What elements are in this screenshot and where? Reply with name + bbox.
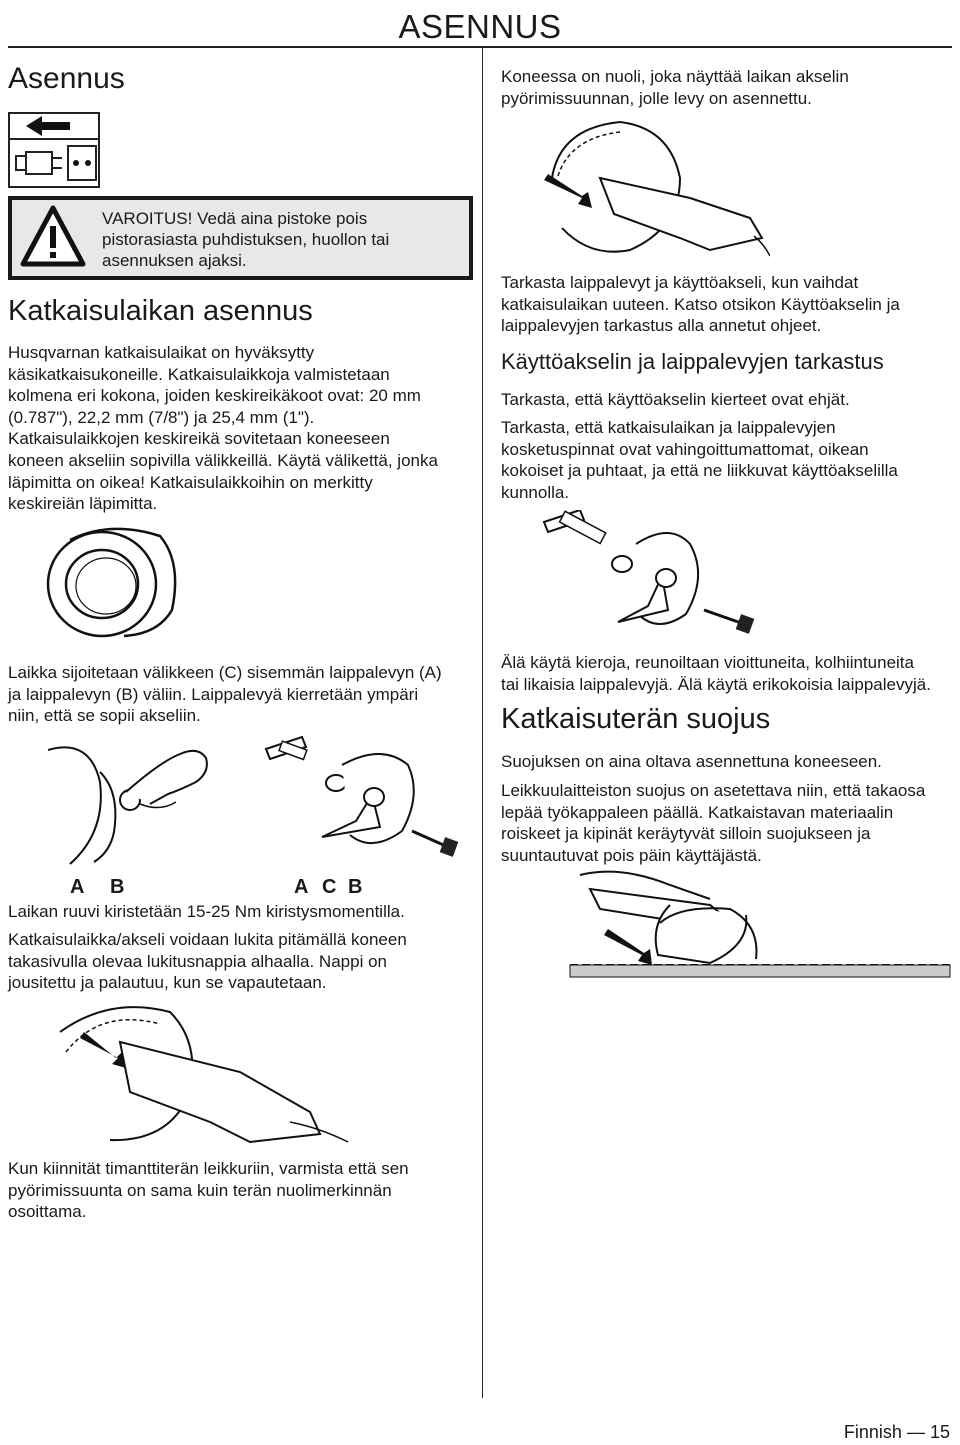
text-line: kunnolla. (501, 482, 570, 502)
warning-text (102, 208, 462, 271)
header-rule (8, 46, 952, 48)
text-line: roiskeet ja kipinät keräytyvät silloin suojukseen ja (501, 824, 871, 844)
hand-mounting-illustration (30, 742, 230, 872)
page-header-title: ASENNUS (398, 8, 562, 45)
label-a: A (294, 876, 309, 898)
text-line: tai likaisia laippalevyjä. Älä käytä erikokoisia laippalevyjä. (501, 674, 931, 694)
guard-heading: Katkaisuterän suojus (501, 703, 771, 735)
label-b: B (348, 876, 363, 898)
text-line: pyörimissuunnan, jolle levy on asennettu. (501, 88, 812, 108)
text-line: kolmena eri kokona, joiden keskireikäkoot ovat: 20 mm (8, 386, 421, 406)
lock-paragraph (8, 929, 478, 994)
text-line: käsikatkaisukoneille. Katkaisulaikkoja valmistetaan (8, 364, 390, 384)
bushing-illustration (40, 522, 182, 640)
text-line: lepää työkappaleen päällä. Katkaistavan materiaalin (501, 802, 894, 822)
text-line: koneen akseliin sopivilla välikkeillä. Käytä välikettä, jonka (8, 450, 438, 470)
placement-paragraph (8, 662, 478, 727)
text-line: keskireiän läpimitta. (8, 494, 158, 514)
shaft-paragraph-2 (501, 417, 951, 503)
text-line: Leikkuulaitteiston suojus on asetettava niin, että takaosa (501, 781, 926, 800)
text-line: Husqvarnan katkaisulaikat on hyväksytty (8, 343, 315, 362)
guard-paragraph-2 (501, 780, 956, 866)
saw-lock-illustration (30, 1002, 350, 1152)
text-line: Katkaisulaikka/akseli voidaan lukita pitämällä koneen (8, 930, 407, 949)
section-title: Asennus (8, 62, 125, 95)
guard-workpiece-illustration (560, 865, 960, 985)
warning-line: pistorasiasta puhdistuksen, huollon tai (102, 230, 390, 249)
text-line: suuntautuvat pois päin käyttäjästä. (501, 845, 762, 865)
text-line: ja laippalevyn (B) väliin. Laippalevyä kierretään ympäri (8, 684, 419, 704)
text-line: Koneessa on nuoli, joka näyttää laikan akselin (501, 67, 849, 86)
footer-dash: — (906, 1422, 925, 1442)
arrow-paragraph (501, 66, 951, 109)
text-line: laippalevyjen tarkastus alla annetut ohjeet. (501, 316, 822, 336)
text-line: kosketuspinnat ovat vahingoittumattomat, oikean (501, 439, 869, 459)
column-divider (482, 48, 483, 1398)
label-c: C (322, 876, 337, 898)
text-line: kokoiset ja puhtaat, ja että ne liikkuvat käyttöakselilla (501, 461, 898, 481)
text-line: niin, että se sopii akseliin. (8, 706, 201, 726)
text-line: Katkaisulaikkojen keskireikä sovitetaan koneeseen (8, 429, 390, 449)
diamond-paragraph (8, 1158, 478, 1223)
blade-mounting-heading: Katkaisulaikan asennus (8, 295, 313, 327)
warning-line: asennuksen ajaksi. (102, 251, 247, 270)
text-line: läpimitta on oikea! Katkaisulaikkoihin on merkitty (8, 472, 373, 492)
torque-paragraph: Laikan ruuvi kiristetään 15-25 Nm kiristysmomentilla. (8, 902, 405, 921)
footer-language: Finnish (843, 1422, 902, 1442)
shaft-paragraph-1: Tarkasta, että käyttöakselin kierteet ovat ehjät. (501, 390, 850, 409)
text-line: takasivulla olevaa lukitusnappia alhaalla. Nappi on (8, 951, 387, 971)
text-line: pyörimissuunta on sama kuin terän nuolimerkinnän (8, 1180, 392, 1200)
unplug-icon (8, 112, 100, 188)
text-line: Laikka sijoitetaan välikkeen (C) sisemmän laippalevyn (A) (8, 663, 442, 682)
page-number: 15 (929, 1422, 950, 1442)
bent-flanges-paragraph (501, 652, 956, 695)
warning-triangle-icon (20, 204, 86, 270)
text-line: jousitettu ja palautuu, kun se vapautetaan. (8, 973, 327, 993)
exploded-parts-illustration (262, 735, 462, 880)
label-b: B (110, 876, 125, 898)
text-line: Älä käytä kieroja, reunoiltaan vioittuneita, kolhiintuneita (501, 653, 914, 672)
warning-line: VAROITUS! Vedä aina pistoke pois (102, 209, 368, 228)
check-paragraph (501, 272, 951, 337)
warning-box (8, 196, 473, 280)
text-line: Kun kiinnität timanttiterän leikkuriin, varmista että sen (8, 1159, 409, 1178)
flange-parts-illustration (540, 510, 760, 645)
blade-paragraph (8, 342, 478, 515)
shaft-check-heading: Käyttöakselin ja laippalevyjen tarkastus (501, 349, 884, 374)
saw-rotation-arrow-illustration (530, 118, 770, 263)
text-line: Tarkasta laippalevyt ja käyttöakseli, kun vaihdat (501, 273, 859, 292)
text-line: osoittama. (8, 1202, 87, 1222)
text-line: Tarkasta, että katkaisulaikan ja laippalevyjen (501, 418, 836, 437)
text-line: (0.787"), 22,2 mm (7/8") ja 25,4 mm (1"). (8, 407, 315, 427)
page-footer (844, 1422, 950, 1443)
label-a: A (70, 876, 85, 898)
guard-paragraph-1: Suojuksen on aina oltava asennettuna koneeseen. (501, 752, 882, 771)
text-line: katkaisulaikan uuteen. Katso otsikon Käyttöakselin ja (501, 294, 900, 314)
